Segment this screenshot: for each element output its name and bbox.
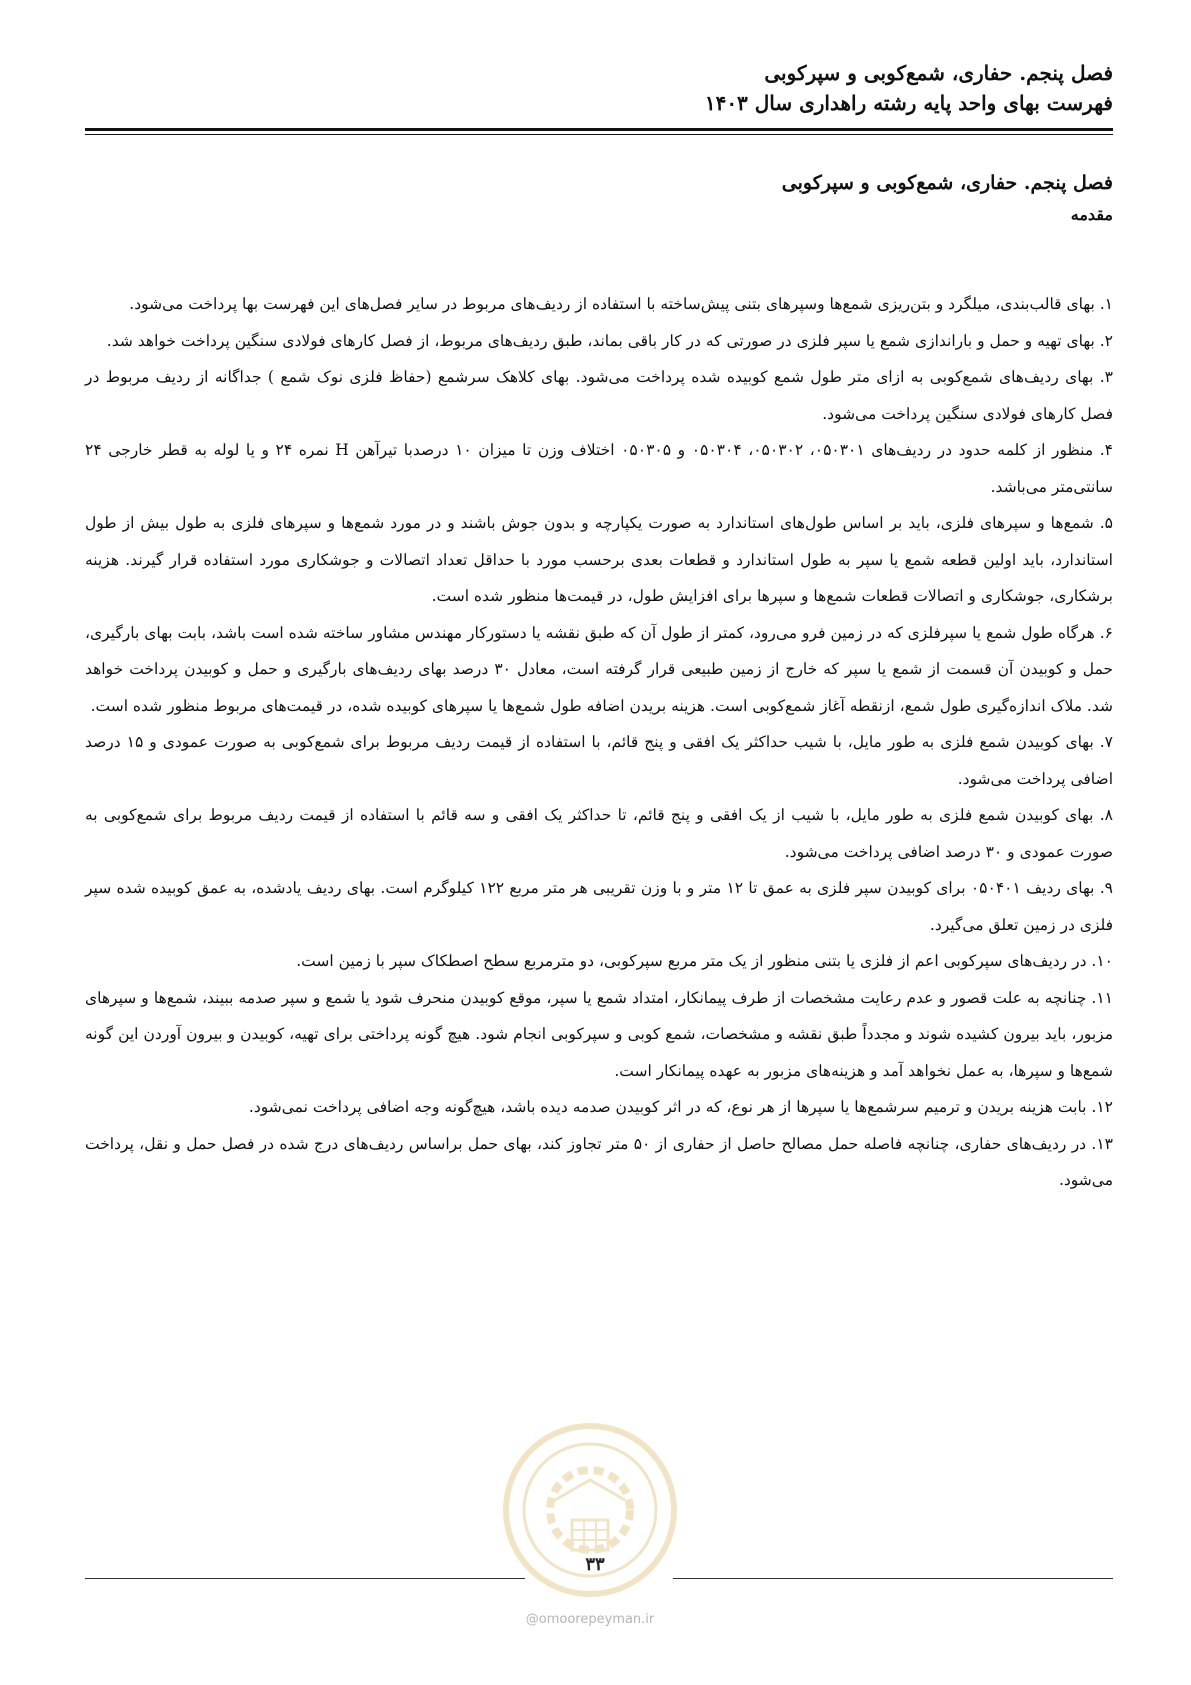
footer-rule-left	[85, 1578, 525, 1579]
paragraph: ۶. هرگاه طول شمع یا سپرفلزی که در زمین فرو می‌رود، کمتر از طول آن که طبق نقشه یا دستورکار مهندس مشاور ساخته شده است باشد، بابت بهای بارگیری، حمل و کوبیدن آن قسمت از شمع یا سپر که خارج از زمین طبیعی قرار گرفته است، معادل ۳۰ درصد بهای ردیف‌های بارگیری و حمل و کوبیدن پرداخت خواهد شد. ملاک اندازه‌گیری طول شمع، ازنقطه آغاز شمع‌کوبی است. هزینه بریدن اضافه طول شمع‌ها یا سپرهای کوبیده شده، در قیمت‌های مربوط منظور شده است.	[85, 623, 1113, 715]
paragraph: ۷. بهای کوبیدن شمع فلزی به طور مایل، با شیب حداکثر یک افقی و پنج قائم، با استفاده از قیمت ردیف مربوط برای شمع‌کوبی به صورت عمودی و ۱۵ درصد اضافی پرداخت می‌شود.	[85, 733, 1113, 788]
page-header	[85, 58, 1113, 118]
paragraph: ۸. بهای کوبیدن شمع فلزی به طور مایل، با شیب از یک افقی و پنج قائم، تا حداکثر یک افقی و سه قائم با استفاده از قیمت ردیف مربوط برای شمع‌کوبی به صورت عمودی و ۳۰ درصد اضافی پرداخت می‌شود.	[85, 806, 1113, 861]
body-content	[85, 286, 1113, 1199]
header-rule-thick	[85, 128, 1113, 131]
paragraph: ۱۲. بابت هزینه بریدن و ترمیم سرشمع‌ها یا سپرها از هر نوع، که در اثر کوبیدن صدمه دیده باشد، هیچ‌گونه وجه اضافی پرداخت نمی‌شود.	[248, 1098, 1113, 1116]
paragraph: ۴. منظور از کلمه حدود در ردیف‌های ۰۵۰۳۰۱، ۰۵۰۳۰۲، ۰۵۰۳۰۴ و ۰۵۰۳۰۵ اختلاف وزن تا میزان ۱۰ درصدبا تیرآهن H نمره ۲۴ و یا لوله به قطر خارجی ۲۴ سانتی‌متر می‌باشد.	[85, 441, 1113, 496]
paragraph: ۱. بهای قالب‌بندی، میلگرد و بتن‌ریزی شمع‌ها وسپرهای بتنی پیش‌ساخته با استفاده از ردیف‌های مربوط در سایر فصل‌های این فهرست بها پرداخت می‌شود.	[129, 295, 1113, 313]
page-number: ۳۳	[585, 1554, 605, 1575]
header-chapter-title: فصل پنجم. حفاری، شمع‌کوبی و سپرکوبی	[764, 61, 1113, 85]
watermark-text: @omoorepeyman.ir	[525, 1612, 655, 1627]
paragraph: ۲. بهای تهیه و حمل و باراندازی شمع یا سپر فلزی در صورتی که در کار باقی بماند، طبق ردیف‌های مربوط، از فصل کارهای فولادی سنگین پرداخت خواهد شد.	[106, 331, 1113, 350]
header-rule-thin	[85, 134, 1113, 135]
footer-rule-right	[673, 1578, 1113, 1579]
paragraph: ۱۱. چنانچه به علت قصور و عدم رعایت مشخصات از طرف پیمانکار، امتداد شمع یا سپر، موقع کوبیدن منحرف شود یا شمع و سپر صدمه ببیند، شمع‌ها و سپرهای مزبور، باید بیرون کشیده شوند و مجدداً طبق نقشه و مشخصات، شمع کوبی و سپرکوبی انجام شود. هیچ گونه پرداختی برای تهیه، کوبیدن و بیرون آوردن این گونه شمع‌ها و سپرها، به عمل نخواهد آمد و هزینه‌های مزبور به عهده پیمانکار است.	[85, 988, 1113, 1080]
paragraph: ۱۳. در ردیف‌های حفاری، چنانچه فاصله حمل مصالح حاصل از حفاری از ۵۰ متر تجاوز کند، بهای حمل براساس ردیف‌های درج شده در فصل حمل و نقل، پرداخت می‌شود.	[85, 1134, 1113, 1189]
paragraph: ۵. شمع‌ها و سپرهای فلزی، باید بر اساس طول‌های استاندارد به صورت یکپارچه و بدون جوش باشند و در مورد شمع‌ها و سپرهای فلزی به طول بیش از طول استاندارد، باید اولین قطعه شمع یا سپر به طول استاندارد و قطعات بعدی برحسب مورد با حداقل تعداد اتصالات و جوشکاری مورد استفاده قرار گیرند. هزینه برشکاری، جوشکاری و اتصالات قطعات شمع‌ها و سپرها برای افزایش طول، در قیمت‌ها منظور شده است.	[85, 514, 1113, 605]
paragraph: ۹. بهای ردیف ۰۵۰۴۰۱ برای کوبیدن سپر فلزی به عمق تا ۱۲ متر و با وزن تقریبی هر متر مربع ۱۲۲ کیلوگرم است. بهای ردیف یادشده، به عمق کوبیده شده سپر فلزی در زمین تعلق می‌گیرد.	[85, 879, 1113, 934]
paragraph: ۳. بهای ردیف‌های شمع‌کوبی به ازای متر طول شمع کوبیده شده پرداخت می‌شود. بهای کلاهک سرشمع (حفاظ فلزی نوک شمع ) جداگانه از ردیف مربوط در فصل کارهای فولادی سنگین پرداخت می‌شود.	[85, 368, 1113, 423]
paragraph: ۱۰. در ردیف‌های سپرکوبی اعم از فلزی یا بتنی منظور از یک متر مربع سپرکوبی، دو مترمربع سطح اصطکاک سپر با زمین است.	[296, 952, 1113, 970]
header-document-title: فهرست بهای واحد پایه رشته راهداری سال ۱۴۰۳	[704, 91, 1113, 115]
section-title: فصل پنجم. حفاری، شمع‌کوبی و سپرکوبی	[781, 172, 1113, 194]
section-subtitle: مقدمه	[1070, 205, 1113, 224]
